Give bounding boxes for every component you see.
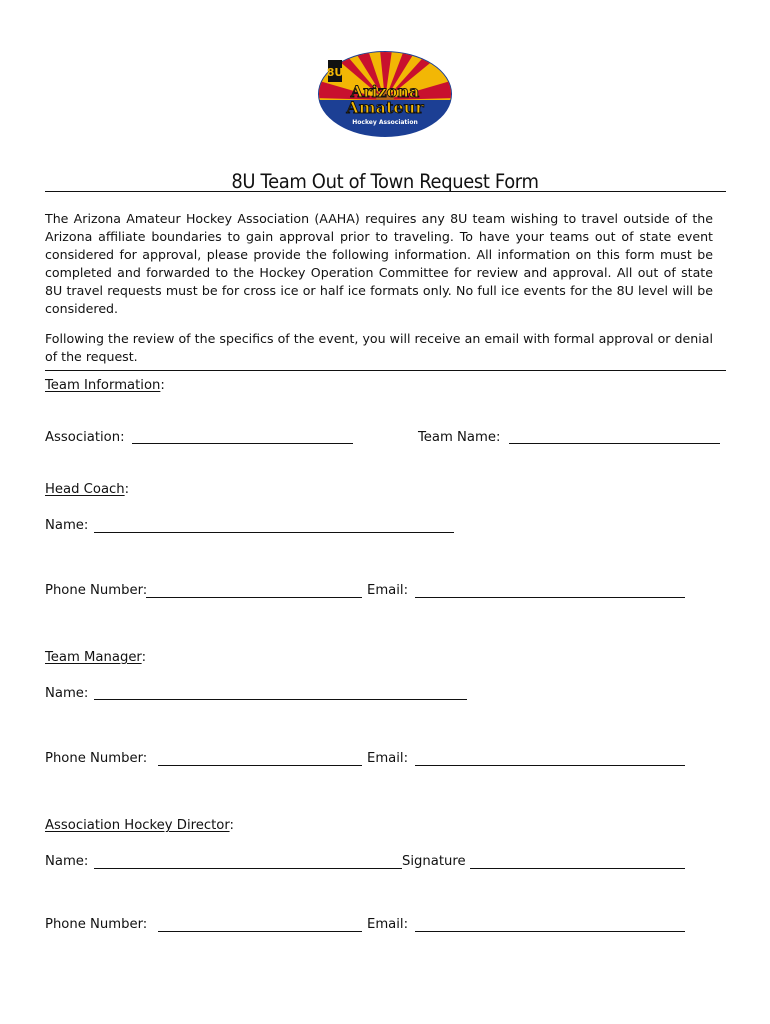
review-paragraph: Following the review of the specifics of the event, you will receive an email with formal approval or denial of the request. — [45, 331, 713, 364]
aaha-logo-graphic — [316, 50, 454, 138]
team-manager-heading-text: Team Manager — [45, 650, 142, 665]
head-coach-email-field[interactable] — [415, 597, 685, 598]
head-coach-heading-text: Head Coach — [45, 482, 125, 497]
team-name-field[interactable] — [509, 443, 720, 444]
head-coach-email-label: Email: — [367, 583, 409, 598]
director-name-label: Name: — [45, 854, 89, 869]
director-email-field[interactable] — [415, 931, 685, 932]
aaha-logo — [316, 50, 454, 138]
association-field[interactable] — [132, 443, 353, 444]
logo-line-1: Arizona — [350, 82, 420, 101]
team-manager-heading — [45, 650, 146, 665]
head-coach-name-label: Name: — [45, 518, 89, 533]
association-label: Association: — [45, 430, 125, 445]
team-manager-phone-field[interactable] — [158, 765, 362, 766]
heading-colon: : — [141, 650, 147, 665]
team-manager-name-field[interactable] — [94, 699, 467, 700]
head-coach-heading — [45, 482, 129, 497]
intro-rule — [45, 370, 726, 371]
team-manager-email-field[interactable] — [415, 765, 685, 766]
director-name-field[interactable] — [94, 868, 402, 869]
director-signature-label: Signature — [402, 854, 466, 869]
team-name-label: Team Name: — [418, 430, 501, 445]
team-information-heading-text: Team Information — [45, 378, 161, 393]
heading-colon: : — [160, 378, 165, 393]
director-phone-label: Phone Number: — [45, 917, 148, 932]
director-phone-field[interactable] — [158, 931, 362, 932]
team-manager-email-label: Email: — [367, 751, 409, 766]
title-rule — [45, 191, 726, 192]
director-heading — [45, 818, 234, 833]
heading-colon: : — [124, 482, 130, 497]
team-manager-name-label: Name: — [45, 686, 89, 701]
director-signature-field[interactable] — [470, 868, 685, 869]
team-information-heading — [45, 378, 165, 393]
form-title: 8U Team Out of Town Request Form — [231, 170, 539, 193]
logo-line-2: Amateur — [346, 98, 424, 117]
heading-colon: : — [229, 818, 234, 833]
logo-line-3: Hockey Association — [352, 119, 418, 126]
head-coach-name-field[interactable] — [94, 532, 454, 533]
head-coach-phone-label: Phone Number: — [45, 583, 148, 598]
team-manager-phone-label: Phone Number: — [45, 751, 148, 766]
director-heading-text: Association Hockey Director — [45, 818, 230, 833]
intro-paragraph: The Arizona Amateur Hockey Association (AAHA) requires any 8U team wishing to travel outside of the Arizona affiliate boundaries to gain approval prior to traveling. To have your teams out of state event considered for approval, please provide the following information. All information on this form must be completed and forwarded to the Hockey Operation Committee for review and approval. All out of state 8U travel requests must be for cross ice or half ice formats only. No full ice events for the 8U level will be considered. — [45, 211, 713, 316]
director-email-label: Email: — [367, 917, 409, 932]
logo-badge-text: 8U — [326, 66, 344, 79]
head-coach-phone-field[interactable] — [146, 597, 362, 598]
